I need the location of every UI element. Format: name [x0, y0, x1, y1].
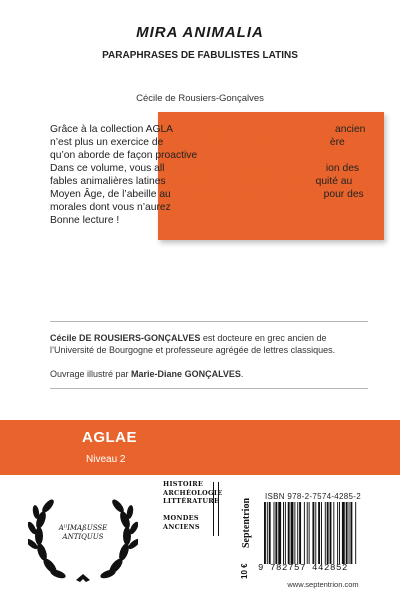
intro-text-segment: Dans ce volume, vous all	[50, 163, 165, 174]
barcode-bar	[337, 502, 338, 564]
divider	[50, 388, 368, 389]
barcode-bar	[307, 502, 308, 564]
collection-level: Niveau 2	[86, 454, 126, 465]
intro-text-segment: E, un texte écrit en latin ou en grec	[173, 124, 333, 135]
publisher-name: Septentrion	[241, 498, 252, 548]
series-logo-line: ANCIENS	[163, 522, 200, 531]
barcode-bar	[299, 502, 301, 564]
barcode-bar	[355, 502, 356, 564]
intro-text-segment: ... hérisson, en prose, en vers, et	[170, 189, 321, 200]
author-bio-name: Cécile DE ROUSIERS-GONÇALVES	[50, 333, 201, 343]
barcode-bar	[321, 502, 322, 564]
collection-band	[0, 420, 400, 475]
intro-text-segment: ère qu’on aborde de façon proactive	[50, 137, 345, 161]
barcode-bar	[339, 502, 340, 564]
collection-name: AGLAE	[82, 429, 137, 446]
barcode-bar	[285, 502, 286, 564]
barcode-bar	[350, 502, 352, 564]
intro-paragraph-2	[50, 162, 370, 214]
wreath-logo-line-2: ANTIQUUS	[62, 533, 104, 541]
barcode-bar	[269, 502, 271, 564]
illustrator-name: Marie-Diane GONÇALVES	[131, 369, 241, 379]
intro-text-segment: dans toute leur variété : de l’Anti	[168, 176, 316, 187]
barcode-bar	[294, 502, 295, 564]
divider	[50, 321, 368, 322]
price-tag	[239, 549, 253, 589]
illustrator-credit	[50, 369, 370, 379]
barcode-bar	[297, 502, 298, 564]
wreath-logo-text	[28, 524, 138, 542]
barcode-bar	[318, 502, 320, 564]
intro-paragraph-1	[50, 123, 370, 162]
barcode-bar	[325, 502, 326, 564]
book-title: MIRA ANIMALIA	[136, 24, 264, 41]
series-logo-line: ARCHÉOLOGIE	[163, 488, 223, 497]
barcode-bar	[291, 502, 294, 564]
barcode-bar	[275, 502, 277, 564]
barcode-bar	[264, 502, 266, 564]
intro-text-segment: pour des morales dont vous n’aurez	[50, 189, 364, 213]
wreath-logo-line-1: AˡˡIMAßUSSE	[58, 524, 108, 532]
barcode-bar	[304, 502, 305, 564]
series-logo-line: LITTÉRATURE	[163, 497, 220, 505]
intro-text-segment: version, mais une oeuvre à part enti	[166, 137, 330, 148]
barcode-bar	[312, 502, 314, 564]
barcode-bar	[333, 502, 334, 564]
intro-text-segment: .	[197, 150, 200, 161]
intro-text	[50, 123, 370, 227]
intro-text-segment: Grâce à la collection AGLA	[50, 124, 174, 135]
barcode-bar	[330, 502, 332, 564]
intro-text-segment: ez découvrir ou redécouvrir la tradit	[164, 163, 326, 174]
barcode-icon	[262, 502, 384, 564]
barcode-bar	[309, 502, 310, 564]
barcode-bar	[267, 502, 268, 564]
series-logo-bar	[213, 482, 219, 536]
barcode-bar	[278, 502, 281, 564]
publisher-logo	[239, 486, 253, 550]
book-subtitle: PARAPHRASES DE FABULISTES LATINS	[102, 50, 298, 61]
publisher-website: www.septentrion.com	[287, 580, 359, 589]
series-logo-line: MONDES	[163, 514, 199, 522]
price-value: 10 €	[240, 563, 249, 579]
barcode-bar	[342, 502, 345, 564]
barcode-bar	[346, 502, 348, 564]
series-logo-line: HISTOIRE	[163, 480, 204, 488]
intro-text-segment: ancien n’est plus un exercice de	[50, 124, 366, 148]
barcode-bar	[274, 502, 275, 564]
barcode-bar	[288, 502, 290, 564]
barcode-bar	[349, 502, 350, 564]
series-logo	[163, 480, 223, 538]
intro-closing: Bonne lecture !	[50, 215, 120, 226]
author-bio-text: est docteure en grec ancien de l’Université de Bourgogne et professeure agrégée de lettres classiques.	[50, 333, 336, 355]
author-bio	[50, 332, 370, 356]
illustrator-prefix: Ouvrage illustré par	[50, 369, 132, 379]
barcode-bar	[315, 502, 316, 564]
book-author: Cécile de Rousiers-Gonçalves	[136, 93, 264, 104]
intro-text-segment: ion des fables animalières latines	[50, 163, 360, 187]
barcode-bar	[283, 502, 284, 564]
barcode-bar	[327, 502, 329, 564]
intro-text-segment: pas fini de discuter !	[173, 202, 266, 213]
isbn-label: ISBN 978-2-7574-4285-2	[265, 492, 361, 501]
illustrator-suffix: .	[240, 369, 244, 379]
intro-text-segment: quité au Moyen Âge, de l’abeille au	[50, 176, 353, 200]
barcode-digits: 9 782757 442852	[258, 563, 349, 573]
